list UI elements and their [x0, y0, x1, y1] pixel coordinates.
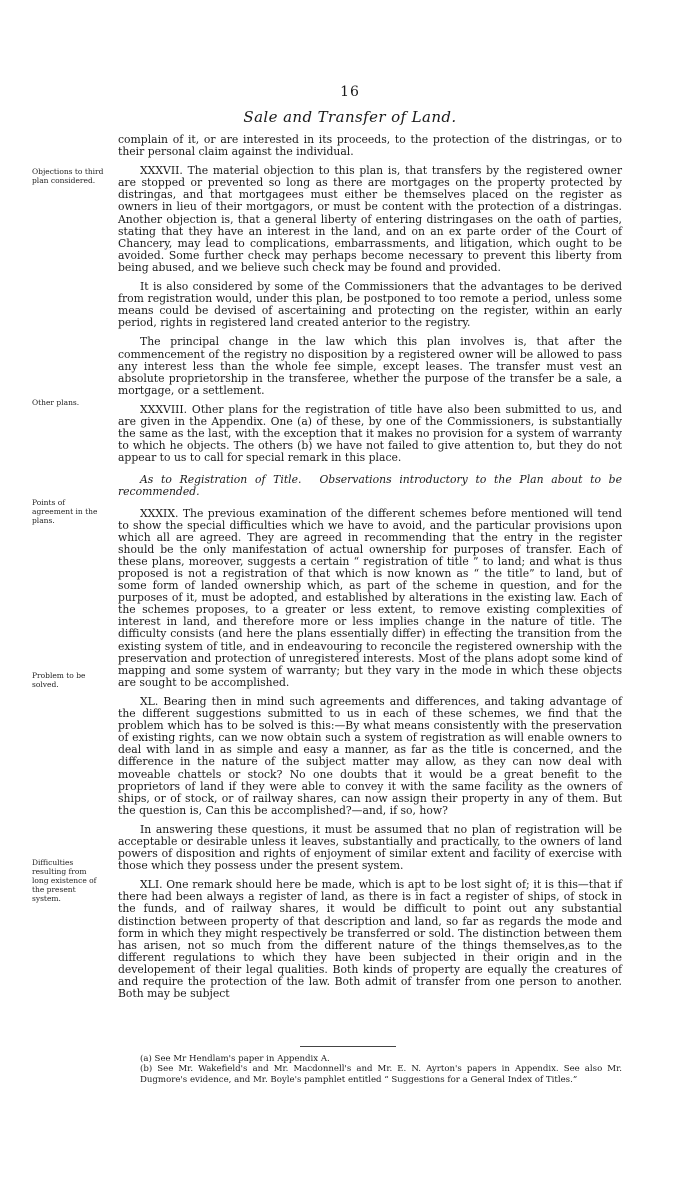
paragraph: It is also considered by some of the Commissioners that the advantages to be derived from registration would, under this plan, be postponed to too remote a period, unless some means could be devised of ascertaining and protecting on the register, within an early period, rights in registered land created anterior to the registry.	[118, 280, 622, 330]
paragraph: In answering these questions, it must be assumed that no plan of registration will be acceptable or desirable unless it leaves, substantially and practically, to the owners of land powers of disposition and rights of enjoyment of similar extent and facility of exercise with those which they possess under the present system.	[118, 822, 622, 873]
margin-note-other-plans: Other plans.	[32, 398, 80, 407]
footnote-b: (b) See Mr. Wakefield's and Mr. Macdonnell's and Mr. E. N. Ayrton's papers in Appendix. See also Mr. Dugmore's evidence, and Mr. Boyle's pamphlet entitled “ Suggestions for a General Index of Titles.”	[140, 1064, 622, 1085]
margin-note-points-of-agreement: Points of agreement in the plans.	[32, 498, 98, 525]
margin-note-difficulties: Difficulties resulting from long existence of the present system.	[32, 858, 97, 903]
section-subheading	[118, 474, 622, 498]
paragraph: The principal change in the law which this plan involves is, that after the commencement of the registry no disposition by a registered owner will be allowed to pass any interest less than the whole fee simple, except leases. The transfer must vest an absolute proprietorship in the transferee, whether the purpose of the transfer be a sale, a mortgage, or a settlement.	[118, 335, 622, 397]
running-title: Sale and Transfer of Land.	[243, 108, 457, 126]
paragraph: complain of it, or are interested in its proceeds, to the protection of the distringas, or to their personal claim against the individual.	[118, 133, 622, 159]
subheading-right: Observations introductory to the Plan about to be recommended.	[118, 473, 622, 499]
footnotes	[140, 1054, 622, 1085]
margin-note-objections: Objections to third plan considered.	[32, 167, 104, 185]
paragraph-xxxviii: XXXVIII. Other plans for the registration of title have also been submitted to us, and are given in the Appendix. One (a) of these, by one of the Commissioners, is substantially the same as the last, with the exception that it makes no provision for a system of warranty to which he objects. The others (b) we have not failed to give attention to, but they do not appear to us to call for special remark in this place.	[118, 402, 622, 465]
paragraph-xxxix: XXXIX. The previous examination of the different schemes before mentioned will tend to show the special difficulties which we have to avoid, and the particular provisions upon which all are agreed. They are agreed in recommending that the entry in the register should be the only manifestation of actual ownership for purposes of transfer. Each of these plans, moreover, suggests a certain “ registration of title ” to land; and what is thus proposed is not a registration of that which is now known as “ the title” to land, but of some form of landed ownership which, as part of the scheme in question, and for the purposes of it, must be adopted, and established by alterations in the existing law. Each of the schemes proposes, to a greater or less extent, to remove existing complexities of interest in land, and therefore more or less implies change in the nature of title. The difficulty consists (and here the plans essentially differ) in effecting the transition from the existing system of title, and in endeavouring to reconcile the registered ownership with the preservation and protection of unregistered interests. Most of the plans adopt some kind of mapping and some system of warranty; but they vary in the mode in which these objects are sought to be accomplished.	[118, 506, 622, 689]
paragraph-xli: XLI. One remark should here be made, which is apt to be lost sight of; it is this—that if there had been always a register of land, as there is in fact a register of ships, of stock in the funds, and of railway shares, it would be difficult to point out any substantial distinction between property of that description and land, so far as regards the mode and form in which they might respectively be transferred or sold. The distinction between them has arisen, not so much from the different nature of the things themselves,as to the different regulations to which they have been subjected in their origin and in the developement of their legal qualities. Both kinds of property are equally the creatures of and require the protection of the law. Both admit of transfer from one person to another. Both may be subject	[118, 878, 622, 1001]
page-number: 16	[340, 84, 360, 100]
paragraph-xl: XL. Bearing then in mind such agreements and differences, and taking advantage of the different suggestions submitted to us in each of these schemes, we find that the problem which has to be solved is this:—By what means consistently with the preservation of existing rights, can we now obtain such a system of registration as will enable owners to deal with land in as simple and easy a manner, as far as the title is concerned, and the difference in the nature of the subject matter may allow, as they can now deal with moveable chattels or stock? No one doubts that it would be a great benefit to the proprietors of land if they were able to convey it with the same facility as the owners of ships, or of stock, or of railway shares, can now assign their property in any of them. But the question is, Can this be accomplished?—and, if so, how?	[118, 694, 622, 817]
footnote-a: (a) See Mr Hendlam's paper in Appendix A.	[140, 1054, 330, 1064]
subheading-left: As to Registration of Title.	[140, 473, 302, 487]
main-text	[118, 134, 622, 1007]
footnote-rule	[300, 1046, 396, 1047]
paragraph-xxxvii: XXXVII. The material objection to this plan is, that transfers by the registered owner are stopped or prevented so long as there are mortgages on the property protected by distringas, and that mortgagees must either be themselves placed on the register as owners in lieu of their mortgagors, or must be content with the protection of a distringas. Another objection is, that a general liberty of entering distringases on the oath of parties, stating that they have an interest in the land, and on an ex parte order of the Court of Chancery, may lead to complications, embarrassments, and litigation, which ought to be avoided. Some further check may perhaps become necessary to prevent this liberty from being abused, and we believe such check may be found and provided.	[118, 164, 622, 274]
margin-note-problem: Problem to be solved.	[32, 671, 86, 689]
